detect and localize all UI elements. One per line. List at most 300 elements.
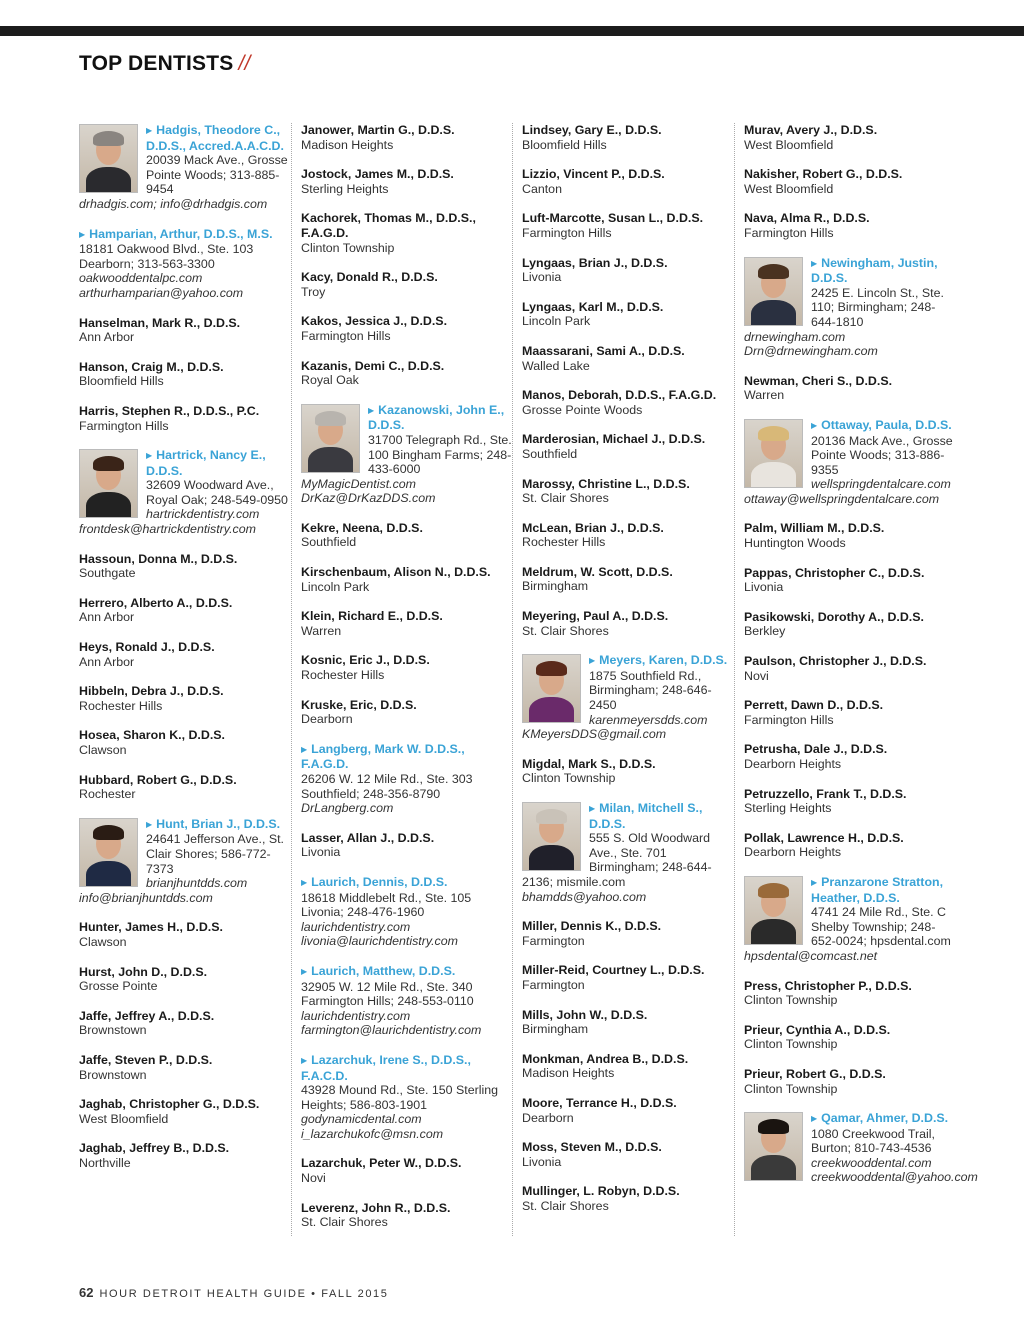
dentist-listing	[301, 123, 513, 152]
dentist-name: Moore, Terrance H., D.D.S.	[522, 1095, 677, 1110]
dentist-listing	[744, 654, 956, 683]
dentist-location: West Bloomfield	[79, 1111, 169, 1126]
dentist-photo	[744, 1112, 803, 1181]
featured-listing	[301, 742, 513, 816]
dentist-name: Klein, Richard E., D.D.S.	[301, 609, 443, 624]
dentist-email[interactable]: farmington@laurichdentistry.com	[301, 1023, 482, 1038]
dentist-name: Janower, Martin G., D.D.S.	[301, 123, 455, 137]
dentist-location: Novi	[744, 668, 769, 683]
dentist-listing	[744, 566, 956, 595]
dentist-address: 31700 Telegraph Rd., Ste. 100 Bingham Farms; 248-433-6000	[368, 432, 512, 477]
dentist-name: Monkman, Andrea B., D.D.S.	[522, 1051, 689, 1066]
dentist-photo	[79, 818, 138, 887]
dentist-name: Heys, Ronald J., D.D.S.	[79, 640, 215, 655]
dentist-location: Warren	[301, 623, 342, 638]
dentist-name: ▶ Laurich, Dennis, D.D.S.	[301, 875, 513, 891]
dentist-name: Kosnic, Eric J., D.D.S.	[301, 653, 430, 668]
dentist-name: ▶ Hartrick, Nancy E., D.D.S.	[79, 448, 291, 478]
featured-listing	[744, 418, 956, 507]
dentist-name: ▶ Hamparian, Arthur, D.D.S., M.S.	[79, 227, 291, 243]
dentist-name: Petruzzello, Frank T., D.D.S.	[744, 786, 907, 801]
dentist-name: Petrusha, Dale J., D.D.S.	[744, 742, 888, 757]
dentist-column-1	[79, 123, 291, 1185]
dentist-website[interactable]: hartrickdentistry.com	[146, 507, 260, 522]
dentist-location: Farmington Hills	[744, 225, 834, 240]
dentist-address: 24641 Jefferson Ave., St. Clair Shores; 586-772-7373	[146, 832, 285, 876]
dentist-location: Birmingham	[522, 1022, 589, 1037]
dentist-listing	[301, 1156, 513, 1185]
dentist-listing	[79, 316, 291, 345]
dentist-location: Dearborn Heights	[744, 845, 842, 860]
dentist-name: Moss, Steven M., D.D.S.	[522, 1140, 662, 1155]
dentist-location: St. Clair Shores	[301, 1215, 388, 1230]
dentist-name: ▶ Langberg, Mark W. D.D.S., F.A.G.D.	[301, 742, 513, 772]
dentist-name: Hibbeln, Debra J., D.D.S.	[79, 684, 224, 699]
dentist-listing	[301, 167, 513, 196]
photo-hair	[536, 661, 567, 676]
dentist-listing	[522, 388, 734, 417]
dentist-location: Livonia	[301, 845, 341, 860]
dentist-name: ▶ Hadgis, Theodore C., D.D.S., Accred.A.A.C.D.	[79, 123, 291, 153]
dentist-location: Troy	[301, 284, 326, 299]
dentist-email[interactable]: info@brianjhuntdds.com	[79, 890, 213, 905]
dentist-listing	[522, 609, 734, 638]
photo-hair	[93, 825, 124, 840]
dentist-column-3	[522, 123, 734, 1228]
dentist-photo	[744, 257, 803, 326]
dentist-listing	[79, 684, 291, 713]
featured-listing	[744, 256, 956, 359]
dentist-website[interactable]: bhamdds@yahoo.com	[522, 889, 647, 904]
dentist-website[interactable]: brianjhuntdds.com	[146, 876, 248, 891]
dentist-address: 1080 Creekwood Trail, Burton; 810-743-4536	[811, 1126, 935, 1156]
dentist-name: ▶ Hunt, Brian J., D.D.S.	[79, 817, 291, 833]
dentist-listing	[744, 1023, 956, 1052]
dentist-name: Pappas, Christopher C., D.D.S.	[744, 565, 925, 580]
dentist-address: 18618 Middlebelt Rd., Ste. 105 Livonia; 248-476-1960	[301, 890, 472, 920]
dentist-name: Jaffe, Steven P., D.D.S.	[79, 1052, 213, 1067]
dentist-listing	[522, 256, 734, 285]
dentist-location: Royal Oak	[301, 373, 359, 388]
dentist-name: Harris, Stephen R., D.D.S., P.C.	[79, 403, 260, 418]
dentist-listing	[744, 521, 956, 550]
dentist-location: Madison Heights	[522, 1066, 615, 1081]
dentist-name: Kekre, Neena, D.D.S.	[301, 520, 423, 535]
featured-listing	[744, 875, 956, 964]
photo-shoulders	[751, 300, 796, 326]
page-footer	[79, 1285, 389, 1300]
dentist-email[interactable]: i_lazarchukofc@msn.com	[301, 1126, 444, 1141]
title-slash-mark: //	[238, 52, 251, 75]
dentist-listing	[522, 565, 734, 594]
dentist-location: Huntington Woods	[744, 536, 846, 551]
dentist-listing	[301, 653, 513, 682]
dentist-name: Mills, John W., D.D.S.	[522, 1007, 648, 1022]
dentist-name: Migdal, Mark S., D.D.S.	[522, 756, 656, 771]
dentist-name: Kazanis, Demi C., D.D.S.	[301, 358, 445, 373]
dentist-name: Manos, Deborah, D.D.S., F.A.G.D.	[522, 388, 717, 403]
photo-hair	[758, 426, 789, 441]
featured-listing	[79, 448, 291, 537]
dentist-name: Newman, Cheri S., D.D.S.	[744, 373, 893, 388]
dentist-listing	[744, 787, 956, 816]
dentist-name: Marossy, Christine L., D.D.S.	[522, 476, 690, 491]
dentist-name: ▶ Newingham, Justin, D.D.S.	[744, 256, 956, 286]
dentist-location: Bloomfield Hills	[522, 137, 607, 152]
dentist-name: Lasser, Allan J., D.D.S.	[301, 830, 435, 845]
dentist-listing	[79, 1141, 291, 1170]
dentist-listing	[744, 167, 956, 196]
dentist-website[interactable]: creekwooddental.com	[811, 1155, 932, 1170]
dentist-name: Nava, Alma R., D.D.S.	[744, 211, 870, 226]
dentist-name: Herrero, Alberto A., D.D.S.	[79, 595, 233, 610]
photo-hair	[93, 131, 124, 146]
dentist-listing	[79, 404, 291, 433]
dentist-listing	[522, 1008, 734, 1037]
dentist-listing	[79, 965, 291, 994]
dentist-address: 4741 24 Mile Rd., Ste. C Shelby Township; 248-652-0024; hpsdental.com	[811, 905, 951, 949]
dentist-listing	[744, 742, 956, 771]
featured-listing	[301, 403, 513, 506]
dentist-name: Hanselman, Mark R., D.D.S.	[79, 315, 241, 330]
dentist-photo	[744, 419, 803, 488]
dentist-photo	[522, 654, 581, 723]
dentist-listing	[744, 831, 956, 860]
dentist-listing	[79, 920, 291, 949]
dentist-listing	[301, 359, 513, 388]
dentist-photo	[79, 449, 138, 518]
dentist-location: Dearborn	[301, 712, 353, 727]
dentist-address: 20136 Mack Ave., Grosse Pointe Woods; 313-886-9355	[811, 433, 953, 477]
column-divider	[734, 123, 735, 1236]
dentist-name: Hurst, John D., D.D.S.	[79, 964, 208, 979]
dentist-listing	[744, 374, 956, 403]
dentist-website[interactable]: laurichdentistry.com	[301, 1008, 411, 1023]
dentist-email[interactable]: frontdesk@hartrickdentistry.com	[79, 522, 256, 537]
dentist-location: Dearborn Heights	[744, 757, 842, 771]
dentist-website[interactable]: oakwooddentalpc.com	[79, 271, 203, 286]
dentist-name: Jostock, James M., D.D.S.	[301, 167, 454, 182]
dentist-photo	[522, 802, 581, 871]
dentist-location: Birmingham	[522, 579, 589, 594]
dentist-location: Clawson	[79, 934, 127, 949]
dentist-name: Mullinger, L. Robyn, D.D.S.	[522, 1184, 680, 1199]
dentist-name: Miller, Dennis K., D.D.S.	[522, 919, 662, 934]
dentist-listing	[79, 773, 291, 802]
dentist-location: Clinton Township	[301, 240, 395, 255]
dentist-listing	[522, 1184, 734, 1213]
dentist-photo	[301, 404, 360, 473]
dentist-address: 2425 E. Lincoln St., Ste. 110; Birmingham; 248-644-1810	[811, 285, 944, 329]
dentist-name: ▶ Laurich, Matthew, D.D.S.	[301, 964, 513, 980]
dentist-name: Palm, William M., D.D.S.	[744, 521, 885, 536]
dentist-location: Farmington Hills	[79, 418, 169, 433]
dentist-name: Lindsey, Gary E., D.D.S.	[522, 123, 662, 137]
photo-shoulders	[529, 845, 574, 871]
dentist-listing	[301, 314, 513, 343]
dentist-email[interactable]: arthurhamparian@yahoo.com	[79, 285, 244, 300]
dentist-location: Ann Arbor	[79, 330, 135, 345]
dentist-location: Livonia	[522, 270, 562, 285]
dentist-email[interactable]: DrKaz@DrKazDDS.com	[301, 491, 436, 506]
featured-listing	[79, 817, 291, 906]
dentist-listing	[301, 609, 513, 638]
dentist-photo	[744, 876, 803, 945]
featured-listing	[79, 227, 291, 301]
dentist-name: Hassoun, Donna M., D.D.S.	[79, 551, 238, 566]
dentist-listing	[744, 1067, 956, 1096]
dentist-location: West Bloomfield	[744, 181, 834, 196]
photo-shoulders	[751, 462, 796, 488]
dentist-location: Ann Arbor	[79, 654, 135, 669]
dentist-email[interactable]: KMeyersDDS@gmail.com	[522, 727, 667, 742]
dentist-name: Pasikowski, Dorothy A., D.D.S.	[744, 609, 924, 624]
dentist-name: Luft-Marcotte, Susan L., D.D.S.	[522, 211, 704, 226]
dentist-listing	[744, 610, 956, 639]
dentist-listing	[301, 521, 513, 550]
dentist-listing	[744, 698, 956, 727]
dentist-location: St. Clair Shores	[522, 491, 609, 506]
dentist-name: Press, Christopher P., D.D.S.	[744, 978, 912, 993]
dentist-name: Meldrum, W. Scott, D.D.S.	[522, 564, 673, 579]
dentist-name: Jaffe, Jeffrey A., D.D.S.	[79, 1008, 215, 1023]
dentist-name: Jaghab, Christopher G., D.D.S.	[79, 1097, 260, 1112]
dentist-location: Rochester Hills	[79, 698, 163, 713]
dentist-email[interactable]: livonia@laurichdentistry.com	[301, 934, 458, 949]
dentist-location: Brownstown	[79, 1023, 147, 1038]
dentist-website[interactable]: drhadgis.com; info@drhadgis.com	[79, 196, 268, 211]
dentist-location: Ann Arbor	[79, 610, 135, 625]
dentist-listing	[744, 123, 956, 152]
dentist-listing	[301, 1201, 513, 1230]
dentist-listing	[744, 211, 956, 240]
photo-hair	[315, 411, 346, 426]
dentist-location: Clinton Township	[744, 1037, 838, 1052]
photo-shoulders	[86, 167, 131, 193]
dentist-name: Leverenz, John R., D.D.S.	[301, 1200, 451, 1215]
dentist-listing	[522, 963, 734, 992]
dentist-listing	[522, 477, 734, 506]
dentist-location: Grosse Pointe	[79, 979, 158, 994]
dentist-email[interactable]: ottaway@wellspringdentalcare.com	[744, 491, 940, 506]
dentist-location: Grosse Pointe Woods	[522, 402, 643, 417]
dentist-location: Northville	[79, 1155, 131, 1170]
dentist-location: Bloomfield Hills	[79, 374, 164, 389]
dentist-listing	[522, 123, 734, 152]
dentist-listing	[79, 640, 291, 669]
dentist-name: Paulson, Christopher J., D.D.S.	[744, 654, 927, 669]
dentist-listing	[522, 919, 734, 948]
dentist-listing	[522, 344, 734, 373]
dentist-listing	[522, 167, 734, 196]
dentist-listing	[522, 757, 734, 786]
dentist-photo	[79, 124, 138, 193]
photo-shoulders	[86, 861, 131, 887]
dentist-location: Southfield	[522, 446, 578, 461]
dentist-listing	[79, 1053, 291, 1082]
dentist-name: Hanson, Craig M., D.D.S.	[79, 359, 224, 374]
featured-listing	[744, 1111, 978, 1185]
dentist-listing	[744, 979, 956, 1008]
photo-hair	[758, 883, 789, 898]
dentist-listing	[79, 1009, 291, 1038]
dentist-address: 555 S. Old Woodward Ave., Ste. 701 Birmingham; 248-644-2136; mismile.com	[522, 831, 712, 889]
dentist-location: Clinton Township	[744, 993, 838, 1008]
dentist-location: Livonia	[522, 1154, 562, 1169]
featured-listing	[522, 653, 734, 742]
dentist-name: ▶ Kazanowski, John E., D.D.S.	[301, 403, 513, 433]
dentist-location: Walled Lake	[522, 358, 590, 373]
dentist-listing	[522, 432, 734, 461]
dentist-name: Prieur, Cynthia A., D.D.S.	[744, 1022, 891, 1037]
dentist-name: Lizzio, Vincent P., D.D.S.	[522, 167, 665, 182]
dentist-name: Kakos, Jessica J., D.D.S.	[301, 314, 448, 329]
dentist-location: Rochester Hills	[522, 535, 606, 550]
dentist-website[interactable]: laurichdentistry.com	[301, 919, 411, 934]
dentist-name: ▶ Pranzarone Stratton, Heather, D.D.S.	[744, 875, 956, 905]
column-divider	[291, 123, 292, 1236]
dentist-name: Pollak, Lawrence H., D.D.S.	[744, 830, 904, 845]
dentist-name: ▶ Ottaway, Paula, D.D.S.	[744, 418, 956, 434]
dentist-name: Kacy, Donald R., D.D.S.	[301, 270, 438, 285]
dentist-address: 32905 W. 12 Mile Rd., Ste. 340 Farmington Hills; 248-553-0110	[301, 979, 474, 1009]
dentist-location: St. Clair Shores	[522, 623, 609, 638]
dentist-location: Lincoln Park	[522, 314, 591, 329]
dentist-name: Lyngaas, Brian J., D.D.S.	[522, 255, 668, 270]
dentist-location: Farmington Hills	[301, 328, 391, 343]
dentist-name: Lazarchuk, Peter W., D.D.S.	[301, 1156, 462, 1171]
dentist-location: Farmington	[522, 933, 585, 948]
photo-hair	[93, 456, 124, 471]
dentist-location: St. Clair Shores	[522, 1198, 609, 1213]
dentist-location: Clinton Township	[744, 1081, 838, 1096]
dentist-website[interactable]: hpsdental@comcast.net	[744, 948, 878, 963]
dentist-location: Farmington Hills	[744, 712, 834, 727]
dentist-listing	[522, 211, 734, 240]
dentist-website[interactable]: godynamicdental.com	[301, 1112, 422, 1127]
dentist-listing	[79, 596, 291, 625]
dentist-address: 1875 Southfield Rd., Birmingham; 248-646-2450	[589, 668, 712, 713]
dentist-name: Miller-Reid, Courtney L., D.D.S.	[522, 963, 705, 978]
dentist-name: ▶ Lazarchuk, Irene S., D.D.S., F.A.C.D.	[301, 1053, 513, 1083]
dentist-name: Marderosian, Michael J., D.D.S.	[522, 432, 706, 447]
photo-shoulders	[751, 1155, 796, 1181]
page-title	[79, 52, 251, 76]
dentist-listing	[301, 831, 513, 860]
dentist-location: Warren	[744, 388, 785, 403]
footer-publication: HOUR DETROIT HEALTH GUIDE • FALL 2015	[99, 1288, 389, 1300]
dentist-listing	[301, 698, 513, 727]
dentist-name: Kachorek, Thomas M., D.D.S., F.A.G.D.	[301, 211, 476, 240]
dentist-website[interactable]: karenmeyersdds.com	[589, 712, 708, 727]
dentist-location: Novi	[301, 1171, 326, 1186]
dentist-location: Sterling Heights	[744, 801, 832, 816]
dentist-location: West Bloomfield	[744, 137, 834, 152]
dentist-website[interactable]: wellspringdentalcare.com	[811, 477, 951, 492]
dentist-listing	[522, 521, 734, 550]
dentist-listing	[79, 728, 291, 757]
dentist-website[interactable]: DrLangberg.com	[301, 801, 394, 816]
photo-shoulders	[529, 697, 574, 723]
dentist-location: Farmington Hills	[522, 225, 612, 240]
dentist-name: Murav, Avery J., D.D.S.	[744, 123, 878, 137]
dentist-location: Brownstown	[79, 1067, 147, 1082]
dentist-address: 43928 Mound Rd., Ste. 150 Sterling Heights; 586-803-1901	[301, 1083, 499, 1112]
dentist-address: 26206 W. 12 Mile Rd., Ste. 303 Southfield; 248-356-8790	[301, 772, 473, 801]
photo-hair	[758, 1119, 789, 1134]
dentist-name: Hubbard, Robert G., D.D.S.	[79, 772, 237, 787]
dentist-address: 20039 Mack Ave., Grosse Pointe Woods; 313-885-9454	[146, 153, 288, 197]
dentist-location: Madison Heights	[301, 137, 394, 152]
dentist-name: Maassarani, Sami A., D.D.S.	[522, 343, 685, 358]
dentist-name: ▶ Meyers, Karen, D.D.S.	[522, 653, 734, 669]
dentist-name: Meyering, Paul A., D.D.S.	[522, 609, 669, 624]
dentist-name: Perrett, Dawn D., D.D.S.	[744, 698, 884, 713]
dentist-listing	[522, 1096, 734, 1125]
dentist-location: Livonia	[744, 580, 784, 595]
dentist-column-4	[744, 123, 978, 1200]
dentist-location: Clawson	[79, 743, 127, 757]
dentist-address: 18181 Oakwood Blvd., Ste. 103 Dearborn; 313-563-3300	[79, 242, 254, 271]
dentist-location: Southfield	[301, 535, 357, 550]
column-divider	[512, 123, 513, 1236]
dentist-location: Clinton Township	[522, 771, 616, 786]
dentist-name: ▶ Qamar, Ahmer, D.D.S.	[744, 1111, 956, 1127]
photo-hair	[758, 264, 789, 279]
dentist-name: Prieur, Robert G., D.D.S.	[744, 1066, 886, 1081]
dentist-email[interactable]: Drn@drnewingham.com	[744, 344, 878, 359]
dentist-name: ▶ Milan, Mitchell S., D.D.S.	[522, 801, 734, 831]
featured-listing	[522, 801, 734, 904]
top-rule	[0, 26, 1024, 36]
dentist-column-2	[301, 123, 513, 1245]
photo-shoulders	[86, 492, 131, 518]
dentist-website[interactable]: MyMagicDentist.com	[301, 476, 416, 491]
dentist-location: Farmington	[522, 977, 585, 992]
dentist-location: Rochester	[79, 787, 136, 802]
dentist-location: Lincoln Park	[301, 579, 370, 594]
dentist-email[interactable]: creekwooddental@yahoo.com	[811, 1170, 978, 1185]
featured-listing	[79, 123, 291, 212]
photo-shoulders	[308, 447, 353, 473]
dentist-listing	[301, 211, 513, 255]
dentist-name: McLean, Brian J., D.D.S.	[522, 520, 664, 535]
dentist-address: 32609 Woodward Ave., Royal Oak; 248-549-0950	[146, 478, 288, 507]
dentist-name: Jaghab, Jeffrey B., D.D.S.	[79, 1141, 230, 1156]
dentist-listing	[522, 1140, 734, 1169]
dentist-listing	[79, 1097, 291, 1126]
dentist-website[interactable]: drnewingham.com	[744, 329, 846, 344]
dentist-location: Canton	[522, 181, 562, 196]
dentist-name: Nakisher, Robert G., D.D.S.	[744, 167, 903, 182]
dentist-location: Southgate	[79, 566, 136, 581]
dentist-name: Lyngaas, Karl M., D.D.S.	[522, 299, 664, 314]
dentist-listing	[522, 1052, 734, 1081]
dentist-name: Kirschenbaum, Alison N., D.D.S.	[301, 565, 491, 580]
dentist-listing	[79, 360, 291, 389]
dentist-location: Sterling Heights	[301, 181, 389, 196]
dentist-location: Dearborn	[522, 1110, 574, 1125]
dentist-location: Rochester Hills	[301, 668, 385, 683]
dentist-listing	[522, 300, 734, 329]
dentist-name: Hosea, Sharon K., D.D.S.	[79, 728, 225, 743]
dentist-listing	[301, 565, 513, 594]
featured-listing	[301, 875, 513, 949]
dentist-name: Kruske, Eric, D.D.S.	[301, 697, 417, 712]
photo-hair	[536, 809, 567, 824]
page-number: 62	[79, 1285, 94, 1300]
dentist-location: Berkley	[744, 624, 786, 639]
